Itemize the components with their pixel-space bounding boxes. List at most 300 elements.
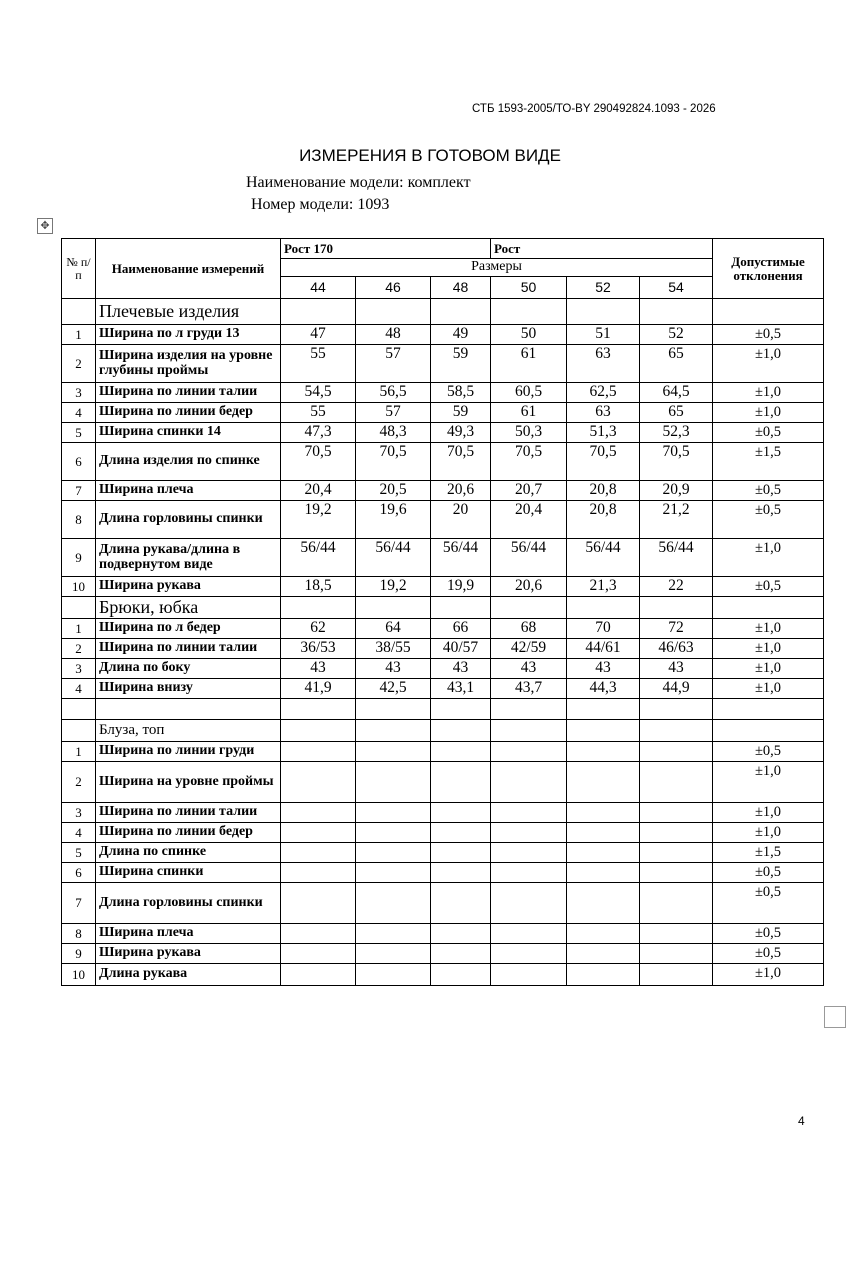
tolerance-value: ±0,5 bbox=[713, 423, 824, 443]
table-move-handle-icon[interactable]: ✥ bbox=[37, 218, 53, 234]
model-number-line: Номер модели: 1093 bbox=[251, 196, 390, 213]
table-cell-empty bbox=[281, 944, 356, 964]
measurement-value: 51 bbox=[567, 325, 640, 345]
table-row bbox=[62, 823, 824, 843]
measurement-name: Длина по спинке bbox=[96, 843, 281, 863]
table-cell-empty bbox=[356, 762, 431, 803]
measurement-value: 70,5 bbox=[640, 443, 713, 481]
tolerance-value: ±1,0 bbox=[713, 403, 824, 423]
table-cell-empty bbox=[567, 843, 640, 863]
table-cell-empty bbox=[713, 299, 824, 325]
measurement-value: 20,5 bbox=[356, 481, 431, 501]
table-cell-empty bbox=[356, 742, 431, 762]
table-cell-empty bbox=[431, 742, 491, 762]
row-number: 5 bbox=[62, 423, 96, 443]
measurement-value: 19,2 bbox=[356, 577, 431, 597]
row-number: 4 bbox=[62, 823, 96, 843]
tolerance-value: ±1,5 bbox=[713, 843, 824, 863]
measurement-name: Ширина спинки bbox=[96, 863, 281, 883]
table-cell-empty bbox=[356, 924, 431, 944]
measurement-value: 20,4 bbox=[281, 481, 356, 501]
table-cell-empty bbox=[640, 803, 713, 823]
measurement-value: 70,5 bbox=[356, 443, 431, 481]
measurement-value: 20,9 bbox=[640, 481, 713, 501]
measurement-value: 19,9 bbox=[431, 577, 491, 597]
section-title: Плечевые изделия bbox=[96, 299, 281, 325]
table-cell-empty bbox=[640, 299, 713, 325]
section-title: Блуза, топ bbox=[96, 720, 281, 742]
tolerance-value: ±1,0 bbox=[713, 659, 824, 679]
measurement-value: 62,5 bbox=[567, 383, 640, 403]
row-number: 10 bbox=[62, 964, 96, 986]
table-cell-empty bbox=[640, 823, 713, 843]
measurement-value: 20,6 bbox=[491, 577, 567, 597]
measurement-value: 43 bbox=[567, 659, 640, 679]
size-header: 50 bbox=[491, 277, 567, 299]
row-number: 3 bbox=[62, 659, 96, 679]
empty-row bbox=[62, 699, 824, 720]
table-cell-empty bbox=[491, 964, 567, 986]
tolerance-value: ±1,0 bbox=[713, 823, 824, 843]
row-number: 7 bbox=[62, 481, 96, 501]
table-row bbox=[62, 964, 824, 986]
table-cell-empty bbox=[62, 299, 96, 325]
table-cell-empty bbox=[356, 823, 431, 843]
table-cell-empty bbox=[281, 803, 356, 823]
table-cell-empty bbox=[431, 944, 491, 964]
measurement-name: Длина горловины спинки bbox=[96, 501, 281, 539]
row-number: 2 bbox=[62, 762, 96, 803]
document-code: СТБ 1593-2005/ТО-BY 290492824.1093 - 2026 bbox=[472, 103, 716, 115]
measurement-value: 64,5 bbox=[640, 383, 713, 403]
measurement-name: Ширина рукава bbox=[96, 944, 281, 964]
measurement-name: Длина изделия по спинке bbox=[96, 443, 281, 481]
table-row bbox=[62, 443, 824, 481]
row-number: 6 bbox=[62, 443, 96, 481]
table-cell-empty bbox=[281, 863, 356, 883]
tolerance-value: ±1,0 bbox=[713, 639, 824, 659]
size-header: 48 bbox=[431, 277, 491, 299]
table-cell-empty bbox=[567, 720, 640, 742]
table-cell-empty bbox=[281, 823, 356, 843]
table-row bbox=[62, 325, 824, 345]
measurement-value: 63 bbox=[567, 403, 640, 423]
row-number: 5 bbox=[62, 843, 96, 863]
tolerance-value: ±0,5 bbox=[713, 883, 824, 924]
table-cell-empty bbox=[431, 720, 491, 742]
measurement-value: 21,2 bbox=[640, 501, 713, 539]
measurement-value: 56/44 bbox=[431, 539, 491, 577]
size-header: 52 bbox=[567, 277, 640, 299]
measurement-value: 19,2 bbox=[281, 501, 356, 539]
measurement-value: 44,3 bbox=[567, 679, 640, 699]
size-header: 46 bbox=[356, 277, 431, 299]
table-cell-empty bbox=[567, 883, 640, 924]
table-cell-empty bbox=[491, 843, 567, 863]
table-cell-empty bbox=[62, 597, 96, 619]
row-number: 1 bbox=[62, 325, 96, 345]
col-header-number: № п/ п bbox=[62, 239, 96, 299]
row-number: 2 bbox=[62, 345, 96, 383]
table-cell-empty bbox=[431, 843, 491, 863]
row-number: 10 bbox=[62, 577, 96, 597]
table-cell-empty bbox=[356, 699, 431, 720]
table-cell-empty bbox=[356, 720, 431, 742]
table-cell-empty bbox=[431, 597, 491, 619]
row-number: 8 bbox=[62, 501, 96, 539]
table-cell-empty bbox=[567, 863, 640, 883]
table-cell-empty bbox=[356, 843, 431, 863]
row-number: 1 bbox=[62, 742, 96, 762]
table-cell-empty bbox=[62, 720, 96, 742]
tolerance-value: ±1,0 bbox=[713, 383, 824, 403]
table-cell-empty bbox=[281, 843, 356, 863]
measurement-value: 57 bbox=[356, 403, 431, 423]
tolerance-value: ±1,0 bbox=[713, 539, 824, 577]
measurement-value: 20 bbox=[431, 501, 491, 539]
measurement-name: Ширина внизу bbox=[96, 679, 281, 699]
table-cell-empty bbox=[567, 762, 640, 803]
section-title: Брюки, юбка bbox=[96, 597, 281, 619]
table-cell-empty bbox=[281, 762, 356, 803]
measurement-value: 50 bbox=[491, 325, 567, 345]
measurement-name: Ширина по линии талии bbox=[96, 639, 281, 659]
measurement-value: 20,8 bbox=[567, 501, 640, 539]
table-cell-empty bbox=[640, 699, 713, 720]
measurement-value: 50,3 bbox=[491, 423, 567, 443]
table-row bbox=[62, 639, 824, 659]
table-row bbox=[62, 742, 824, 762]
table-cell-empty bbox=[356, 803, 431, 823]
table-cell-empty bbox=[491, 699, 567, 720]
table-cell-empty bbox=[713, 597, 824, 619]
table-row bbox=[62, 803, 824, 823]
page-number: 4 bbox=[798, 1114, 805, 1128]
table-cell-empty bbox=[640, 762, 713, 803]
tolerance-value: ±1,0 bbox=[713, 762, 824, 803]
measurement-value: 20,8 bbox=[567, 481, 640, 501]
row-number: 4 bbox=[62, 403, 96, 423]
measurement-name: Ширина изделия на уровне глубины проймы bbox=[96, 345, 281, 383]
section-row bbox=[62, 720, 824, 742]
measurement-value: 43,1 bbox=[431, 679, 491, 699]
measurement-value: 40/57 bbox=[431, 639, 491, 659]
row-number: 4 bbox=[62, 679, 96, 699]
row-number: 9 bbox=[62, 944, 96, 964]
table-row bbox=[62, 924, 824, 944]
measurement-name: Ширина по линии талии bbox=[96, 803, 281, 823]
measurement-value: 55 bbox=[281, 403, 356, 423]
measurement-value: 44/61 bbox=[567, 639, 640, 659]
table-cell-empty bbox=[281, 699, 356, 720]
table-row bbox=[62, 481, 824, 501]
measurement-name: Ширина по линии бедер bbox=[96, 403, 281, 423]
measurement-value: 48,3 bbox=[356, 423, 431, 443]
measurement-value: 52,3 bbox=[640, 423, 713, 443]
tolerance-value: ±0,5 bbox=[713, 577, 824, 597]
row-number: 8 bbox=[62, 924, 96, 944]
table-row bbox=[62, 843, 824, 863]
table-cell-empty bbox=[491, 823, 567, 843]
tolerance-value: ±1,5 bbox=[713, 443, 824, 481]
tolerance-value: ±0,5 bbox=[713, 863, 824, 883]
measurement-value: 43,7 bbox=[491, 679, 567, 699]
table-cell-empty bbox=[356, 964, 431, 986]
table-cell-empty bbox=[281, 720, 356, 742]
table-cell-empty bbox=[356, 863, 431, 883]
row-number: 6 bbox=[62, 863, 96, 883]
measurement-value: 49,3 bbox=[431, 423, 491, 443]
tolerance-value: ±1,0 bbox=[713, 679, 824, 699]
measurement-value: 70,5 bbox=[281, 443, 356, 481]
measurement-value: 68 bbox=[491, 619, 567, 639]
measurement-value: 43 bbox=[356, 659, 431, 679]
row-number: 7 bbox=[62, 883, 96, 924]
table-cell-empty bbox=[96, 699, 281, 720]
measurement-value: 56/44 bbox=[356, 539, 431, 577]
measurement-name: Ширина рукава bbox=[96, 577, 281, 597]
measurement-value: 47,3 bbox=[281, 423, 356, 443]
measurement-value: 56,5 bbox=[356, 383, 431, 403]
measurement-value: 62 bbox=[281, 619, 356, 639]
table-cell-empty bbox=[567, 924, 640, 944]
table-cell-empty bbox=[640, 720, 713, 742]
measurement-value: 36/53 bbox=[281, 639, 356, 659]
table-resize-handle[interactable] bbox=[824, 1006, 846, 1028]
table-cell-empty bbox=[640, 742, 713, 762]
table-cell-empty bbox=[431, 863, 491, 883]
measurement-value: 57 bbox=[356, 345, 431, 383]
table-cell-empty bbox=[491, 924, 567, 944]
table-cell-empty bbox=[567, 803, 640, 823]
table-cell-empty bbox=[281, 299, 356, 325]
table-cell-empty bbox=[491, 720, 567, 742]
measurement-value: 72 bbox=[640, 619, 713, 639]
table-cell-empty bbox=[640, 597, 713, 619]
measurement-value: 66 bbox=[431, 619, 491, 639]
tolerance-value: ±1,0 bbox=[713, 619, 824, 639]
measurement-value: 60,5 bbox=[491, 383, 567, 403]
table-cell-empty bbox=[281, 597, 356, 619]
measurement-name: Ширина по линии бедер bbox=[96, 823, 281, 843]
table-row bbox=[62, 577, 824, 597]
measurement-value: 61 bbox=[491, 403, 567, 423]
measurement-value: 42,5 bbox=[356, 679, 431, 699]
table-cell-empty bbox=[356, 299, 431, 325]
table-cell-empty bbox=[640, 944, 713, 964]
measurement-value: 59 bbox=[431, 403, 491, 423]
measurement-value: 20,4 bbox=[491, 501, 567, 539]
measurement-name: Длина рукава/длина в подвернутом виде bbox=[96, 539, 281, 577]
measurement-value: 43 bbox=[640, 659, 713, 679]
table-row bbox=[62, 659, 824, 679]
table-cell-empty bbox=[491, 299, 567, 325]
measurement-value: 61 bbox=[491, 345, 567, 383]
table-cell-empty bbox=[281, 883, 356, 924]
measurement-value: 41,9 bbox=[281, 679, 356, 699]
table-cell-empty bbox=[491, 742, 567, 762]
measurement-value: 20,7 bbox=[491, 481, 567, 501]
measurement-name: Длина горловины спинки bbox=[96, 883, 281, 924]
measurement-value: 22 bbox=[640, 577, 713, 597]
measurement-value: 65 bbox=[640, 403, 713, 423]
table-row bbox=[62, 679, 824, 699]
section-row bbox=[62, 597, 824, 619]
measurement-value: 48 bbox=[356, 325, 431, 345]
table-row bbox=[62, 863, 824, 883]
measurement-name: Ширина по линии талии bbox=[96, 383, 281, 403]
measurement-value: 70,5 bbox=[491, 443, 567, 481]
measurement-name: Ширина на уровне проймы bbox=[96, 762, 281, 803]
tolerance-value: ±0,5 bbox=[713, 481, 824, 501]
table-row bbox=[62, 501, 824, 539]
table-cell-empty bbox=[491, 944, 567, 964]
measurement-name: Ширина по л груди 13 bbox=[96, 325, 281, 345]
table-cell-empty bbox=[491, 762, 567, 803]
measurement-value: 70 bbox=[567, 619, 640, 639]
table-cell-empty bbox=[281, 964, 356, 986]
measurement-value: 52 bbox=[640, 325, 713, 345]
measurement-name: Ширина по линии груди bbox=[96, 742, 281, 762]
measurement-name: Ширина плеча bbox=[96, 481, 281, 501]
table-cell-empty bbox=[491, 863, 567, 883]
table-cell-empty bbox=[356, 883, 431, 924]
row-number: 3 bbox=[62, 383, 96, 403]
row-number: 2 bbox=[62, 639, 96, 659]
table-cell-empty bbox=[491, 597, 567, 619]
sizes-header: Размеры bbox=[281, 259, 713, 277]
measurement-value: 56/44 bbox=[281, 539, 356, 577]
table-row bbox=[62, 383, 824, 403]
measurement-value: 70,5 bbox=[431, 443, 491, 481]
measurement-value: 49 bbox=[431, 325, 491, 345]
measurement-value: 58,5 bbox=[431, 383, 491, 403]
tolerance-value: ±0,5 bbox=[713, 501, 824, 539]
measurement-value: 65 bbox=[640, 345, 713, 383]
table-cell-empty bbox=[431, 803, 491, 823]
table-cell-empty bbox=[62, 699, 96, 720]
table-cell-empty bbox=[713, 720, 824, 742]
row-number: 1 bbox=[62, 619, 96, 639]
measurement-name: Ширина плеча bbox=[96, 924, 281, 944]
table-cell-empty bbox=[491, 883, 567, 924]
measurement-value: 54,5 bbox=[281, 383, 356, 403]
table-cell-empty bbox=[431, 699, 491, 720]
measurement-value: 43 bbox=[431, 659, 491, 679]
tolerance-value: ±0,5 bbox=[713, 325, 824, 345]
size-header: 44 bbox=[281, 277, 356, 299]
row-number: 9 bbox=[62, 539, 96, 577]
table-row bbox=[62, 762, 824, 803]
tolerance-value: ±0,5 bbox=[713, 924, 824, 944]
tolerance-value: ±1,0 bbox=[713, 345, 824, 383]
measurement-value: 55 bbox=[281, 345, 356, 383]
measurement-value: 70,5 bbox=[567, 443, 640, 481]
table-row bbox=[62, 403, 824, 423]
table-cell-empty bbox=[356, 597, 431, 619]
measurement-value: 38/55 bbox=[356, 639, 431, 659]
table-cell-empty bbox=[281, 924, 356, 944]
model-name-line: Наименование модели: комплект bbox=[246, 174, 471, 191]
rost-left-header: Рост 170 bbox=[281, 239, 491, 259]
measurement-value: 59 bbox=[431, 345, 491, 383]
table-cell-empty bbox=[356, 944, 431, 964]
col-header-tolerance: Допустимые отклонения bbox=[713, 239, 824, 299]
measurement-value: 47 bbox=[281, 325, 356, 345]
table-cell-empty bbox=[281, 742, 356, 762]
measurement-value: 56/44 bbox=[491, 539, 567, 577]
measurements-table bbox=[61, 238, 824, 986]
measurement-name: Длина рукава bbox=[96, 964, 281, 986]
table-row bbox=[62, 423, 824, 443]
measurement-value: 42/59 bbox=[491, 639, 567, 659]
table-cell-empty bbox=[640, 863, 713, 883]
measurement-value: 56/44 bbox=[567, 539, 640, 577]
table-cell-empty bbox=[713, 699, 824, 720]
table-cell-empty bbox=[640, 843, 713, 863]
measurement-value: 43 bbox=[491, 659, 567, 679]
table-cell-empty bbox=[567, 299, 640, 325]
page-title: ИЗМЕРЕНИЯ В ГОТОВОМ ВИДЕ bbox=[299, 146, 561, 165]
size-header: 54 bbox=[640, 277, 713, 299]
table-cell-empty bbox=[431, 964, 491, 986]
table-cell-empty bbox=[640, 924, 713, 944]
measurement-value: 20,6 bbox=[431, 481, 491, 501]
table-cell-empty bbox=[567, 964, 640, 986]
section-row bbox=[62, 299, 824, 325]
measurement-value: 56/44 bbox=[640, 539, 713, 577]
table-cell-empty bbox=[431, 762, 491, 803]
row-number: 3 bbox=[62, 803, 96, 823]
measurement-value: 19,6 bbox=[356, 501, 431, 539]
col-header-name: Наименование измерений bbox=[96, 239, 281, 299]
table-cell-empty bbox=[640, 964, 713, 986]
table-cell-empty bbox=[567, 823, 640, 843]
table-row bbox=[62, 883, 824, 924]
measurement-name: Длина по боку bbox=[96, 659, 281, 679]
rost-right-header: Рост bbox=[491, 239, 713, 259]
table-cell-empty bbox=[567, 944, 640, 964]
measurement-value: 51,3 bbox=[567, 423, 640, 443]
measurement-value: 63 bbox=[567, 345, 640, 383]
table-cell-empty bbox=[640, 883, 713, 924]
measurement-value: 18,5 bbox=[281, 577, 356, 597]
table-cell-empty bbox=[431, 299, 491, 325]
measurement-value: 21,3 bbox=[567, 577, 640, 597]
measurement-value: 43 bbox=[281, 659, 356, 679]
table-cell-empty bbox=[431, 823, 491, 843]
table-cell-empty bbox=[567, 742, 640, 762]
measurement-name: Ширина по л бедер bbox=[96, 619, 281, 639]
measurement-value: 46/63 bbox=[640, 639, 713, 659]
tolerance-value: ±1,0 bbox=[713, 803, 824, 823]
table-cell-empty bbox=[567, 699, 640, 720]
table-cell-empty bbox=[567, 597, 640, 619]
tolerance-value: ±1,0 bbox=[713, 964, 824, 986]
table-row bbox=[62, 539, 824, 577]
table-cell-empty bbox=[491, 803, 567, 823]
measurement-value: 44,9 bbox=[640, 679, 713, 699]
table-cell-empty bbox=[431, 883, 491, 924]
measurement-name: Ширина спинки 14 bbox=[96, 423, 281, 443]
measurement-value: 64 bbox=[356, 619, 431, 639]
table-row bbox=[62, 944, 824, 964]
tolerance-value: ±0,5 bbox=[713, 944, 824, 964]
table-row bbox=[62, 345, 824, 383]
tolerance-value: ±0,5 bbox=[713, 742, 824, 762]
table-cell-empty bbox=[431, 924, 491, 944]
table-row bbox=[62, 619, 824, 639]
